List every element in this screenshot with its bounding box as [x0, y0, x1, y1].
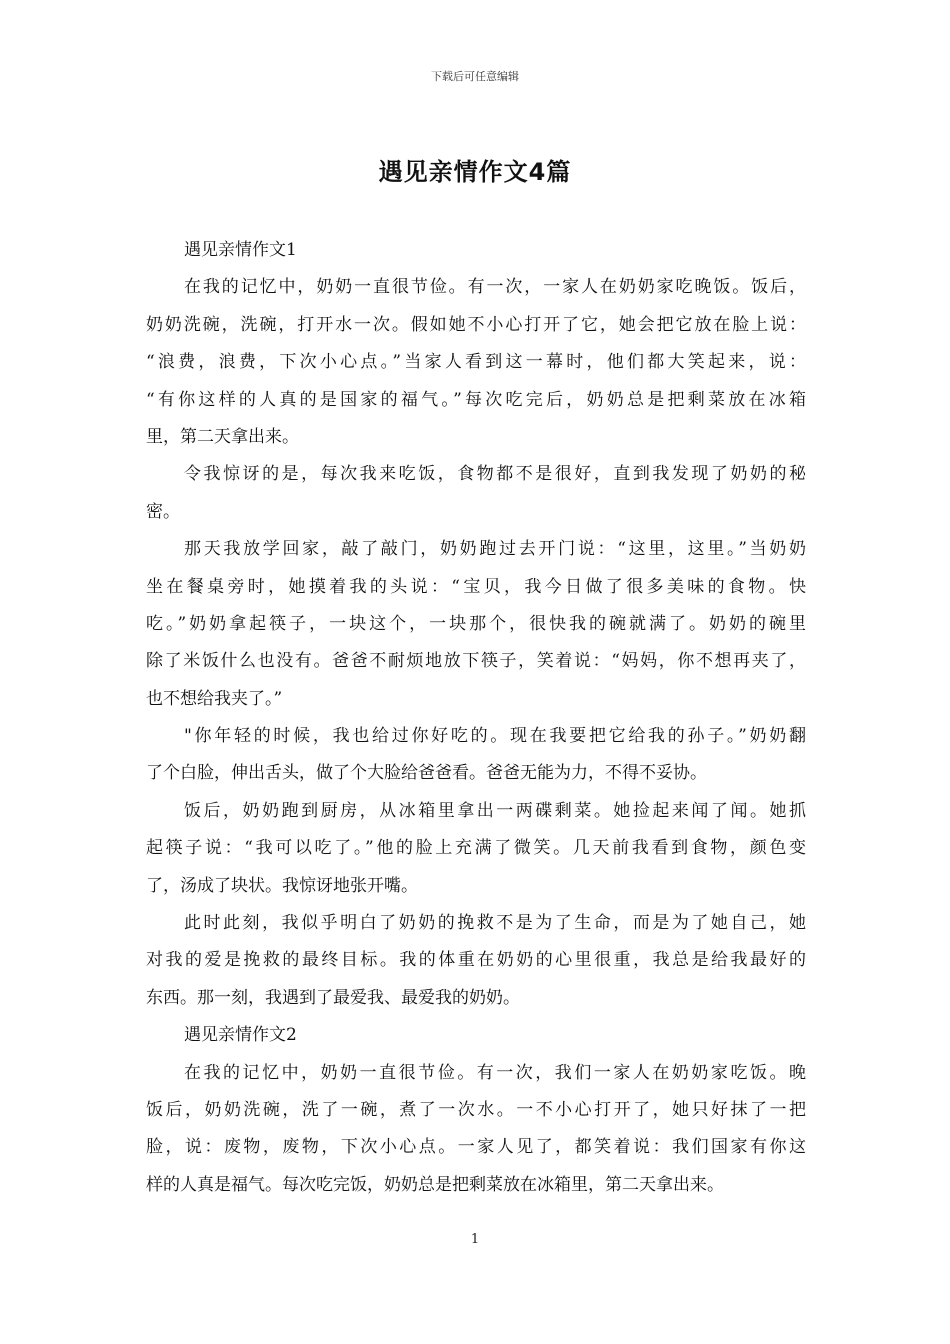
section-heading: 遇见亲情作文1	[184, 240, 297, 260]
text-line: 在我的记忆中，奶奶一直很节俭。有一次，一家人在奶奶家吃晚饭。饭后，	[184, 277, 806, 298]
text-line: 起筷子说：“我可以吃了。”他的脸上充满了微笑。几天前我看到食物，颜色变	[146, 838, 806, 859]
text-line: 在我的记忆中，奶奶一直很节俭。有一次，我们一家人在奶奶家吃饭。晚	[184, 1062, 806, 1083]
document-body	[146, 232, 806, 1204]
header-note: 下载后可任意编辑	[431, 70, 519, 83]
text-line: "你年轻的时候，我也给过你好吃的。现在我要把它给我的孙子。”奶奶翻	[184, 726, 806, 747]
section-heading: 遇见亲情作文2	[184, 1025, 297, 1046]
text-line: 那天我放学回家，敲了敲门，奶奶跑过去开门说：“这里，这里。”当奶奶	[184, 539, 806, 560]
text-line: 也不想给我夹了。”	[146, 688, 283, 709]
page-number: 1	[470, 1232, 480, 1247]
text-line: 坐在餐桌旁时，她摸着我的头说：“宝贝，我今日做了很多美味的食物。快	[146, 576, 806, 597]
text-line: 密。	[146, 501, 180, 522]
text-line: 令我惊讶的是，每次我来吃饭，食物都不是很好，直到我发现了奶奶的秘	[184, 464, 806, 485]
text-line: 吃。”奶奶拿起筷子，一块这个，一块那个，很快我的碗就满了。奶奶的碗里	[146, 613, 806, 634]
text-line: 了，汤成了块状。我惊讶地张开嘴。	[146, 875, 418, 896]
text-line: “浪费，浪费，下次小心点。”当家人看到这一幕时，他们都大笑起来，说：	[146, 352, 806, 373]
text-line: 奶奶洗碗，洗碗，打开水一次。假如她不小心打开了它，她会把它放在脸上说：	[146, 314, 806, 335]
document-title: 遇见亲情作文4篇	[378, 158, 572, 186]
text-line: 对我的爱是挽救的最终目标。我的体重在奶奶的心里很重，我总是给我最好的	[146, 950, 806, 971]
text-line: 饭后，奶奶跑到厨房，从冰箱里拿出一两碟剩菜。她捡起来闻了闻。她抓	[184, 800, 806, 821]
text-line: 了个白脸，伸出舌头，做了个大脸给爸爸看。爸爸无能为力，不得不妥协。	[146, 763, 707, 784]
text-line: 里，第二天拿出来。	[146, 426, 299, 447]
text-line: 东西。那一刻，我遇到了最爱我、最爱我的奶奶。	[146, 987, 520, 1008]
text-line: 饭后，奶奶洗碗，洗了一碗，煮了一次水。一不小心打开了，她只好抹了一把	[146, 1099, 806, 1120]
text-line: 样的人真是福气。每次吃完饭，奶奶总是把剩菜放在冰箱里，第二天拿出来。	[146, 1174, 724, 1195]
text-line: 除了米饭什么也没有。爸爸不耐烦地放下筷子，笑着说：“妈妈，你不想再夹了，	[146, 651, 806, 672]
text-line: “有你这样的人真的是国家的福气。”每次吃完后，奶奶总是把剩菜放在冰箱	[146, 389, 806, 410]
text-line: 脸，说：废物，废物，下次小心点。一家人见了，都笑着说：我们国家有你这	[146, 1137, 806, 1158]
text-line: 此时此刻，我似乎明白了奶奶的挽救不是为了生命，而是为了她自己，她	[184, 913, 806, 934]
